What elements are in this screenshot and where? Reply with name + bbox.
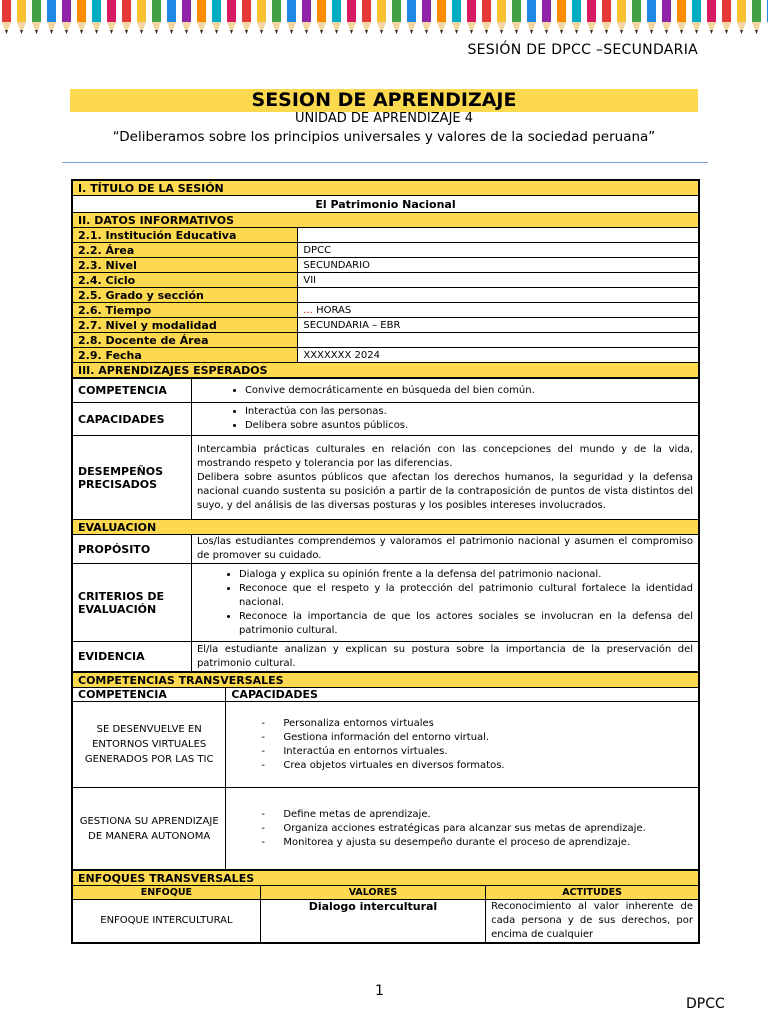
enfoques-col-actitudes: ACTITUDES — [486, 886, 699, 900]
pencil-lead — [110, 30, 113, 34]
pencil-body — [557, 0, 566, 22]
pencil-body — [272, 0, 281, 22]
unit-title: UNIDAD DE APRENDIZAJE 4 — [294, 111, 474, 126]
pencil-body — [77, 0, 86, 22]
pencil-lead — [530, 30, 533, 34]
pencil-body — [737, 0, 746, 22]
pencil-body — [182, 0, 191, 22]
criterio-item: • Dialoga y explica su opinión frente a la defensa del patrimonio nacional. — [239, 568, 693, 582]
pencil-lead — [440, 30, 443, 34]
transversal-col-capacidades: CAPACIDADES — [226, 688, 699, 702]
section-title-heading: I. TÍTULO DE LA SESIÓN — [73, 181, 699, 196]
pencil-body — [17, 0, 26, 22]
pencil-lead — [50, 30, 53, 34]
pencil-lead — [215, 30, 218, 34]
info-label: 2.7. Nivel y modalidad — [73, 318, 298, 333]
pencil-lead — [275, 30, 278, 34]
pencil-lead — [395, 30, 398, 34]
pencil-body — [722, 0, 731, 22]
pencil-lead — [515, 30, 518, 34]
info-value — [298, 288, 699, 303]
pencil-body — [152, 0, 161, 22]
criterio-item: • Reconoce la importancia de que los actores sociales se involucran en la defensa del patrimonio cultural. — [239, 610, 693, 638]
info-label: 2.6. Tiempo — [73, 303, 298, 318]
pencil-lead — [695, 30, 698, 34]
pencil-lead — [20, 30, 23, 34]
transversal-col-competencia: COMPETENCIA — [73, 688, 226, 702]
enfoques-col-valores: VALORES — [260, 886, 485, 900]
pencil-lead — [320, 30, 323, 34]
info-label: 2.9. Fecha — [73, 348, 298, 363]
pencil-lead — [545, 30, 548, 34]
pencil-lead — [380, 30, 383, 34]
criterios-label: CRITERIOS DE EVALUACIÓN — [73, 564, 192, 642]
pencil-lead — [305, 30, 308, 34]
enfoques-col-enfoque: ENFOQUE — [73, 886, 261, 900]
pencil-lead — [710, 30, 713, 34]
transversal-heading: COMPETENCIAS TRANSVERSALES — [73, 673, 699, 688]
footer-area: DPCC — [686, 996, 725, 1012]
transversal-capacidad: - Organiza acciones estratégicas para alcanzar sus metas de aprendizaje. — [283, 822, 693, 836]
pencil-lead — [290, 30, 293, 34]
pencil-body — [677, 0, 686, 22]
pencil-body — [122, 0, 131, 22]
pencil-body — [467, 0, 476, 22]
desempenos-label: DESEMPEÑOS PRECISADOS — [73, 436, 192, 520]
pencil-body — [62, 0, 71, 22]
session-table — [72, 180, 699, 378]
pencil-lead — [650, 30, 653, 34]
info-value: XXXXXXX 2024 — [298, 348, 699, 363]
info-label: 2.8. Docente de Área — [73, 333, 298, 348]
pencil-lead — [335, 30, 338, 34]
info-value — [298, 228, 699, 243]
pencil-lead — [725, 30, 728, 34]
pencil-lead — [485, 30, 488, 34]
evidencia-text: El/la estudiante analizan y explican su postura sobre la importancia de la preservación del patrimonio cultural. — [191, 642, 698, 672]
time-unit: HORAS — [312, 304, 352, 316]
pencil-lead — [575, 30, 578, 34]
pencil-body — [392, 0, 401, 22]
pencil-body — [662, 0, 671, 22]
info-label: 2.2. Área — [73, 243, 298, 258]
pencil-body — [512, 0, 521, 22]
section-learning-heading: III. APRENDIZAJES ESPERADOS — [73, 363, 699, 378]
transversal-capacidad: - Crea objetos virtuales en diversos formatos. — [283, 759, 693, 773]
transversal-capacidad: - Gestiona información del entorno virtual. — [283, 731, 693, 745]
pencil-lead — [590, 30, 593, 34]
pencil-lead — [245, 30, 248, 34]
info-value — [298, 303, 699, 318]
info-label: 2.5. Grado y sección — [73, 288, 298, 303]
pencil-body — [497, 0, 506, 22]
enfoque-name: ENFOQUE INTERCULTURAL — [73, 900, 261, 943]
pencil-lead — [560, 30, 563, 34]
info-value: DPCC — [298, 243, 699, 258]
transversal-capacidad: - Define metas de aprendizaje. — [283, 808, 693, 822]
capacidad-item: • Interactúa con las personas. — [245, 405, 693, 419]
enfoque-valor: Dialogo intercultural — [260, 900, 485, 943]
pencil-body — [452, 0, 461, 22]
pencil-lead — [185, 30, 188, 34]
transversal-table — [72, 672, 699, 870]
desempeno-text: Intercambia prácticas culturales en relación con las concepciones del mundo y de la vida, mostrando respeto y tolerancia por las diferencias. — [196, 443, 693, 469]
pencil-body — [287, 0, 296, 22]
pencil-lead — [95, 30, 98, 34]
pencil-body — [47, 0, 56, 22]
criterio-item: • Reconoce que el respeto y la protección del patrimonio cultural fortalece la identidad nacional. — [239, 582, 693, 610]
pencil-lead — [425, 30, 428, 34]
pencil-lead — [680, 30, 683, 34]
pencil-body — [167, 0, 176, 22]
pencil-lead — [80, 30, 83, 34]
session-type-header: SESIÓN DE DPCC –SECUNDARIA — [467, 42, 698, 58]
pencil-body — [482, 0, 491, 22]
desempeno-text: Delibera sobre asuntos públicos que afectan los derechos humanos, la seguridad y la defensa nacional cuando sustenta su posición a partir de la contraposición de puntos de vista distintos del suyo, y del análisis de las diversas posturas y los posibles intereses involucrados. — [196, 471, 693, 511]
pencil-lead — [500, 30, 503, 34]
pencil-lead — [35, 30, 38, 34]
capacidades-label: CAPACIDADES — [73, 403, 192, 436]
pencil-body — [422, 0, 431, 22]
pencil-lead — [605, 30, 608, 34]
pencil-body — [227, 0, 236, 22]
main-title: SESION DE APRENDIZAJE — [70, 89, 698, 112]
competencia-label: COMPETENCIA — [73, 379, 192, 403]
info-label: 2.1. Institución Educativa — [73, 228, 298, 243]
pencil-body — [572, 0, 581, 22]
learning-table — [72, 378, 699, 672]
transversal-capacidad: - Interactúa en entornos virtuales. — [283, 745, 693, 759]
pencil-body — [617, 0, 626, 22]
time-placeholder: ... — [303, 304, 313, 316]
pencil-body — [2, 0, 11, 22]
pencil-body — [212, 0, 221, 22]
capacidad-item: • Delibera sobre asuntos públicos. — [245, 419, 693, 433]
section-data-heading: II. DATOS INFORMATIVOS — [73, 213, 699, 228]
unit-subtitle: “Deliberamos sobre los principios universales y valores de la sociedad peruana” — [112, 129, 656, 145]
pencil-lead — [230, 30, 233, 34]
pencil-lead — [620, 30, 623, 34]
info-value: SECUNDARIA – EBR — [298, 318, 699, 333]
transversal-competencia: GESTIONA SU APRENDIZAJE DE MANERA AUTONOMA — [73, 788, 226, 870]
competencia-item: • Convive democráticamente en búsqueda del bien común. — [245, 384, 693, 398]
pencil-lead — [170, 30, 173, 34]
pencil-body — [197, 0, 206, 22]
pencil-lead — [125, 30, 128, 34]
pencil-lead — [665, 30, 668, 34]
pencil-body — [92, 0, 101, 22]
transversal-competencia: SE DESENVUELVE EN ENTORNOS VIRTUALES GENERADOS POR LAS TIC — [73, 702, 226, 788]
pencil-body — [257, 0, 266, 22]
transversal-capacidad: - Personaliza entornos virtuales — [283, 717, 693, 731]
info-value: SECUNDARIO — [298, 258, 699, 273]
pencil-body — [242, 0, 251, 22]
pencil-lead — [635, 30, 638, 34]
pencil-lead — [5, 30, 8, 34]
session-title: El Patrimonio Nacional — [73, 196, 699, 213]
pencil-lead — [365, 30, 368, 34]
info-label: 2.3. Nivel — [73, 258, 298, 273]
pencil-body — [587, 0, 596, 22]
evaluacion-heading: EVALUACION — [73, 520, 699, 535]
pencil-body — [377, 0, 386, 22]
pencil-body — [752, 0, 761, 22]
pencil-lead — [260, 30, 263, 34]
pencil-body — [407, 0, 416, 22]
enfoques-table — [72, 870, 699, 943]
enfoque-actitud: Reconocimiento al valor inherente de cada persona y de sus derechos, por encima de cualquier — [486, 900, 699, 943]
pencil-body — [317, 0, 326, 22]
pencil-body — [302, 0, 311, 22]
pencil-body — [542, 0, 551, 22]
info-label: 2.4. Ciclo — [73, 273, 298, 288]
pencil-body — [692, 0, 701, 22]
pencil-border-decoration — [0, 0, 768, 40]
pencil-lead — [155, 30, 158, 34]
pencil-lead — [65, 30, 68, 34]
pencil-body — [602, 0, 611, 22]
pencil-body — [437, 0, 446, 22]
pencil-body — [137, 0, 146, 22]
pencil-body — [362, 0, 371, 22]
pencil-lead — [470, 30, 473, 34]
info-value: VII — [298, 273, 699, 288]
pencil-lead — [740, 30, 743, 34]
pencil-body — [107, 0, 116, 22]
proposito-label: PROPÓSITO — [73, 535, 192, 564]
pencil-lead — [455, 30, 458, 34]
session-document — [71, 179, 700, 944]
pencil-body — [632, 0, 641, 22]
page-number: 1 — [375, 983, 384, 999]
pencil-lead — [755, 30, 758, 34]
pencil-body — [707, 0, 716, 22]
enfoques-heading: ENFOQUES TRANSVERSALES — [73, 871, 699, 886]
pencil-lead — [140, 30, 143, 34]
pencil-body — [32, 0, 41, 22]
pencil-lead — [200, 30, 203, 34]
separator-line — [62, 162, 708, 163]
info-value — [298, 333, 699, 348]
proposito-text: Los/las estudiantes comprendemos y valoramos el patrimonio nacional y asumen el compromiso de promover su cuidado. — [191, 535, 698, 564]
transversal-capacidad: - Monitorea y ajusta su desempeño durante el proceso de aprendizaje. — [283, 836, 693, 850]
pencil-body — [527, 0, 536, 22]
pencil-lead — [410, 30, 413, 34]
evidencia-label: EVIDENCIA — [73, 642, 192, 672]
pencil-body — [647, 0, 656, 22]
pencil-body — [347, 0, 356, 22]
pencil-lead — [350, 30, 353, 34]
pencil-body — [332, 0, 341, 22]
